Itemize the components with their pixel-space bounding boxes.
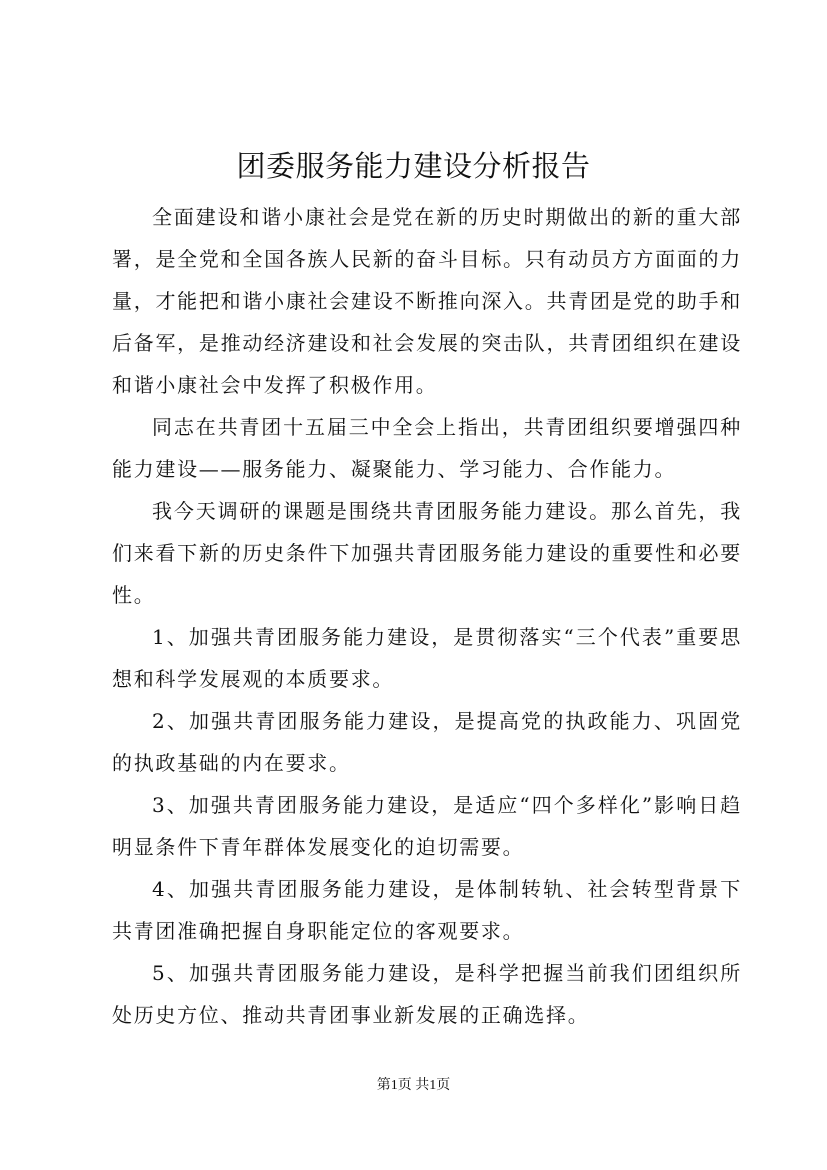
paragraph-8: 5、加强共青团服务能力建设，是科学把握当前我们团组织所处历史方位、推动共青团事业新发展的正确选择。 — [112, 961, 742, 1027]
paragraph-2: 同志在共青团十五届三中全会上指出，共青团组织要增强四种能力建设——服务能力、凝聚能力、学习能力、合作能力。 — [112, 415, 742, 481]
paragraph-3: 我今天调研的课题是围绕共青团服务能力建设。那么首先，我们来看下新的历史条件下加强共青团服务能力建设的重要性和必要性。 — [112, 499, 742, 607]
paragraph-6: 3、加强共青团服务能力建设，是适应“四个多样化”影响日趋明显条件下青年群体发展变化的迫切需要。 — [112, 793, 742, 859]
document-body — [112, 196, 742, 1036]
paragraph-1: 全面建设和谐小康社会是党在新的历史时期做出的新的重大部署，是全党和全国各族人民新的奋斗目标。只有动员方方面面的力量，才能把和谐小康社会建设不断推向深入。共青团是党的助手和后备军，是推动经济建设和社会发展的突击队，共青团组织在建设和谐小康社会中发挥了积极作用。 — [112, 205, 742, 397]
page-number-footer: 第1页 共1页 — [376, 1078, 451, 1093]
document-title: 团委服务能力建设分析报告 — [236, 149, 591, 183]
paragraph-7: 4、加强共青团服务能力建设，是体制转轨、社会转型背景下共青团准确把握自身职能定位的客观要求。 — [112, 877, 742, 943]
paragraph-5: 2、加强共青团服务能力建设，是提高党的执政能力、巩固党的执政基础的内在要求。 — [112, 709, 742, 775]
paragraph-4: 1、加强共青团服务能力建设，是贯彻落实“三个代表”重要思想和科学发展观的本质要求。 — [112, 625, 742, 691]
